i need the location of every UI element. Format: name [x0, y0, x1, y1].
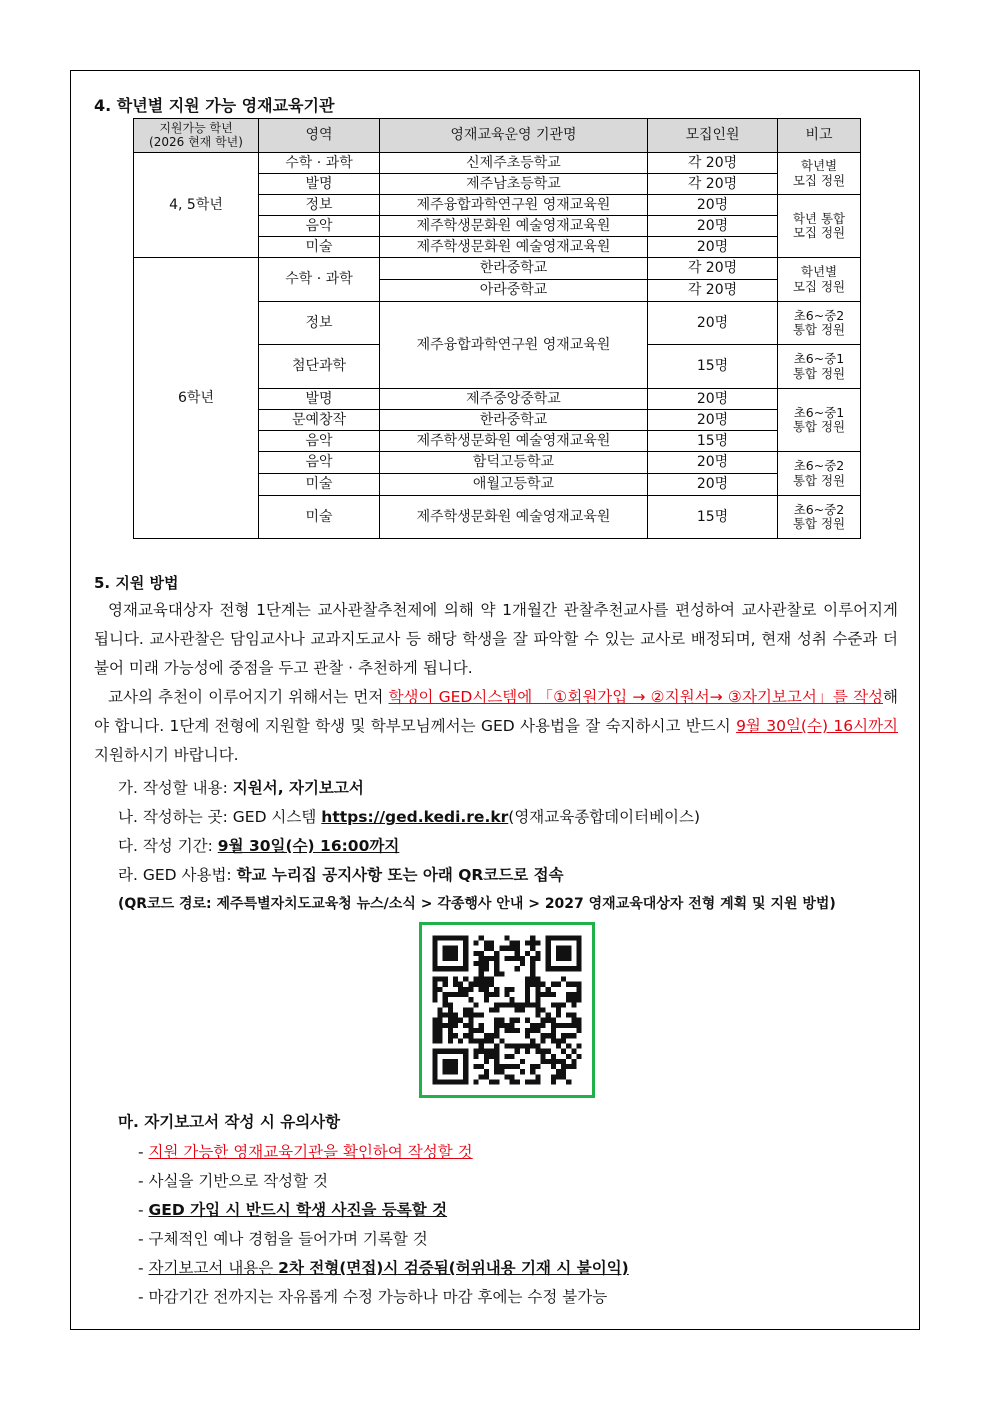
note-cell: 학년별 모집 정원 — [778, 258, 861, 302]
count-cell: 20명 — [648, 302, 778, 345]
count-cell: 각 20명 — [648, 258, 778, 280]
header-grade: 지원가능 학년 (2026 현재 학년) — [134, 119, 259, 153]
institution-cell: 제주중앙중학교 — [380, 389, 648, 410]
count-cell: 20명 — [648, 237, 778, 258]
count-cell: 각 20명 — [648, 280, 778, 302]
qr-code[interactable] — [419, 922, 595, 1098]
institution-cell: 함덕고등학교 — [380, 452, 648, 474]
note-cell: 학년별 모집 정원 — [778, 153, 861, 195]
gifted-institution-table — [133, 118, 861, 539]
dash: - — [138, 1259, 149, 1277]
area-cell: 음악 — [259, 431, 380, 452]
note-cell: 초6~중1 통합 정원 — [778, 345, 861, 389]
header-note: 비고 — [778, 119, 861, 153]
item-ga-value: 지원서, 자기보고서 — [232, 779, 364, 797]
caution-item — [138, 1285, 607, 1307]
ged-link[interactable]: https://ged.kedi.re.kr — [321, 808, 509, 826]
caution-item — [138, 1169, 328, 1191]
item-na-tail: (영재교육종합데이터베이스) — [508, 808, 701, 826]
p2-text-a: 교사의 추천이 이루어지기 위해서는 먼저 — [108, 688, 389, 706]
item-da-label: 다. 작성 기간: — [118, 837, 218, 855]
item-na-label: 나. 작성하는 곳: GED 시스템 — [118, 808, 322, 826]
area-cell: 수학 · 과학 — [259, 258, 380, 302]
caution-item — [138, 1140, 473, 1162]
dash: - — [138, 1172, 149, 1190]
count-cell: 15명 — [648, 345, 778, 389]
caution-text: 지원 가능한 영재교육기관을 확인하여 작성할 것 — [148, 1143, 473, 1161]
count-cell: 15명 — [648, 496, 778, 539]
count-cell: 20명 — [648, 410, 778, 431]
caution-text: 자기보고서 내용은 — [148, 1259, 279, 1277]
header-area: 영역 — [259, 119, 380, 153]
institution-cell: 한라중학교 — [380, 258, 648, 280]
p2-highlight-steps: 학생이 GED시스템에 「①회원가입 → ②지원서→ ③자기보고서」를 작성 — [388, 688, 884, 706]
caution-item — [138, 1198, 447, 1220]
p2-text-b: 해야 합니다. 1단계 전형에 지원할 학생 및 학부모님께서는 GED 사용법을 잘 숙지하시고 반드시 — [94, 688, 898, 735]
area-cell: 발명 — [259, 174, 380, 195]
header-count: 모집인원 — [648, 119, 778, 153]
grade-45-cell: 4, 5학년 — [134, 153, 259, 258]
caution-item — [138, 1256, 629, 1278]
note-cell: 초6~중2 통합 정원 — [778, 302, 861, 345]
area-cell: 미술 — [259, 496, 380, 539]
institution-cell: 제주융합과학연구원 영재교육원 — [380, 302, 648, 389]
caution-text-bold: 2차 전형(면접)시 검증됨(허위내용 기재 시 불이익) — [278, 1259, 629, 1277]
item-na — [118, 805, 700, 827]
note-cell: 학년 통합 모집 정원 — [778, 195, 861, 258]
institution-cell: 한라중학교 — [380, 410, 648, 431]
header-institution: 영재교육운영 기관명 — [380, 119, 648, 153]
count-cell: 15명 — [648, 431, 778, 452]
paragraph-2 — [94, 683, 898, 770]
caution-text: 구체적인 예나 경험을 들어가며 기록할 것 — [148, 1230, 428, 1248]
count-cell: 20명 — [648, 389, 778, 410]
item-ga-label: 가. 작성할 내용: — [118, 779, 233, 797]
area-cell: 정보 — [259, 302, 380, 345]
area-cell: 발명 — [259, 389, 380, 410]
p2-text-c: 지원하시기 바랍니다. — [94, 746, 239, 764]
count-cell: 20명 — [648, 452, 778, 474]
note-cell: 초6~중2 통합 정원 — [778, 496, 861, 539]
note-cell: 초6~중1 통합 정원 — [778, 389, 861, 452]
dash: - — [138, 1288, 149, 1306]
area-cell: 문예창작 — [259, 410, 380, 431]
caution-title: 마. 자기보고서 작성 시 유의사항 — [118, 1113, 341, 1131]
institution-cell: 제주학생문화원 예술영재교육원 — [380, 431, 648, 452]
table-row — [134, 258, 861, 280]
item-ga — [118, 776, 364, 798]
area-cell: 정보 — [259, 195, 380, 216]
item-da — [118, 834, 399, 856]
caution-item — [138, 1227, 428, 1249]
area-cell: 수학 · 과학 — [259, 153, 380, 174]
table-row — [134, 153, 861, 174]
area-cell: 음악 — [259, 452, 380, 474]
qr-code-icon — [422, 925, 592, 1095]
count-cell: 각 20명 — [648, 153, 778, 174]
count-cell: 20명 — [648, 216, 778, 237]
item-da-value: 9월 30일(수) 16:00까지 — [217, 837, 400, 855]
institution-cell: 제주학생문화원 예술영재교육원 — [380, 237, 648, 258]
section4-title: 4. 학년별 지원 가능 영재교육기관 — [94, 96, 335, 115]
qr-path-note: (QR코드 경로: 제주특별자치도교육청 뉴스/소식 > 각종행사 안내 > 2027 영재교육대상자 전형 계획 및 지원 방법) — [118, 896, 836, 912]
paragraph-1: 영재교육대상자 전형 1단계는 교사관찰추천제에 의해 약 1개월간 관찰추천교사를 편성하여 교사관찰로 이루어지게 됩니다. 교사관찰은 담임교사나 교과지도교사 등 해당 학생을 잘 파악할 수 있는 교사로 배정되며, 현재 성취 수준과 더불어 미래 가능성에 중점을 두고 관찰 · 추천하게 됩니다. — [94, 601, 898, 677]
count-cell: 각 20명 — [648, 174, 778, 195]
area-cell: 미술 — [259, 474, 380, 496]
area-cell: 첨단과학 — [259, 345, 380, 389]
item-ra-value: 학교 누리집 공지사항 또는 아래 QR코드로 접속 — [236, 866, 564, 884]
area-cell: 음악 — [259, 216, 380, 237]
dash: - — [138, 1230, 149, 1248]
section5-title: 5. 지원 방법 — [94, 574, 179, 592]
institution-cell: 제주학생문화원 예술영재교육원 — [380, 216, 648, 237]
p2-highlight-deadline: 9월 30일(수) 16시까지 — [736, 717, 898, 735]
institution-cell: 제주학생문화원 예술영재교육원 — [380, 496, 648, 539]
area-cell: 미술 — [259, 237, 380, 258]
dash: - — [138, 1201, 149, 1219]
institution-cell: 아라중학교 — [380, 280, 648, 302]
dash: - — [138, 1143, 149, 1161]
item-ra — [118, 863, 564, 885]
item-ra-label: 라. GED 사용법: — [118, 866, 237, 884]
institution-cell: 제주남초등학교 — [380, 174, 648, 195]
note-cell: 초6~중2 통합 정원 — [778, 452, 861, 496]
caution-text: 마감기간 전까지는 자유롭게 수정 가능하나 마감 후에는 수정 불가능 — [148, 1288, 608, 1306]
count-cell: 20명 — [648, 195, 778, 216]
institution-cell: 제주융합과학연구원 영재교육원 — [380, 195, 648, 216]
count-cell: 20명 — [648, 474, 778, 496]
caution-text: 사실을 기반으로 작성할 것 — [148, 1172, 329, 1190]
table-header-row — [134, 119, 861, 153]
caution-text: GED 가입 시 반드시 학생 사진을 등록할 것 — [148, 1201, 448, 1219]
grade-6-cell: 6학년 — [134, 258, 259, 539]
institution-cell: 애월고등학교 — [380, 474, 648, 496]
institution-cell: 신제주초등학교 — [380, 153, 648, 174]
